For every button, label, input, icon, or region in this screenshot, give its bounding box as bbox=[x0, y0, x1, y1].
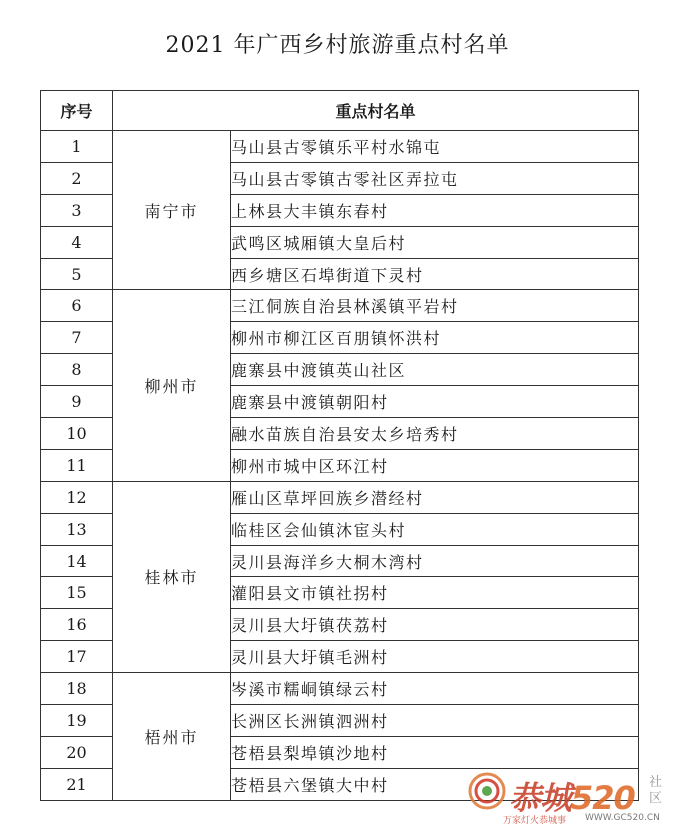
village-name: 三江侗族自治县林溪镇平岩村 bbox=[231, 290, 639, 322]
row-serial-number: 15 bbox=[41, 577, 113, 609]
row-serial-number: 12 bbox=[41, 481, 113, 513]
village-name: 融水苗族自治县安太乡培秀村 bbox=[231, 418, 639, 450]
watermark-url: WWW.GC520.CN bbox=[585, 813, 660, 823]
table-row bbox=[41, 290, 639, 322]
row-serial-number: 13 bbox=[41, 513, 113, 545]
row-serial-number: 17 bbox=[41, 641, 113, 673]
document-title: 2021 年广西乡村旅游重点村名单 bbox=[165, 33, 510, 58]
table-row bbox=[41, 481, 639, 513]
village-name: 上林县大丰镇东春村 bbox=[231, 194, 639, 226]
village-name: 武鸣区城厢镇大皇后村 bbox=[231, 226, 639, 258]
row-serial-number: 11 bbox=[41, 449, 113, 481]
row-serial-number: 19 bbox=[41, 705, 113, 737]
village-name: 临桂区会仙镇沐宦头村 bbox=[231, 513, 639, 545]
row-serial-number: 2 bbox=[41, 162, 113, 194]
row-serial-number: 4 bbox=[41, 226, 113, 258]
village-name: 苍梧县梨埠镇沙地村 bbox=[231, 736, 639, 768]
row-serial-number: 16 bbox=[41, 609, 113, 641]
village-name: 灵川县海洋乡大桐木湾村 bbox=[231, 545, 639, 577]
site-watermark bbox=[467, 767, 667, 831]
row-serial-number: 21 bbox=[41, 768, 113, 800]
village-name: 鹿寨县中渡镇英山社区 bbox=[231, 354, 639, 386]
watermark-slogan: 万家灯火恭城事 bbox=[503, 816, 567, 826]
city-cell: 桂林市 bbox=[113, 481, 231, 672]
village-name: 马山县古零镇乐平村水锦屯 bbox=[231, 131, 639, 163]
city-cell: 柳州市 bbox=[113, 290, 231, 481]
village-name: 柳州市城中区环江村 bbox=[231, 449, 639, 481]
table-body bbox=[41, 131, 639, 801]
village-name: 灵川县大圩镇茯荔村 bbox=[231, 609, 639, 641]
village-name: 苍梧县六堡镇大中村 bbox=[231, 768, 639, 800]
row-serial-number: 6 bbox=[41, 290, 113, 322]
row-serial-number: 9 bbox=[41, 386, 113, 418]
village-name: 长洲区长洲镇泗洲村 bbox=[231, 705, 639, 737]
row-serial-number: 20 bbox=[41, 736, 113, 768]
table-row bbox=[41, 673, 639, 705]
row-serial-number: 5 bbox=[41, 258, 113, 290]
village-name: 灵川县大圩镇毛洲村 bbox=[231, 641, 639, 673]
city-cell: 梧州市 bbox=[113, 673, 231, 801]
header-serial: 序号 bbox=[41, 91, 113, 131]
city-cell: 南宁市 bbox=[113, 131, 231, 290]
village-name: 鹿寨县中渡镇朝阳村 bbox=[231, 386, 639, 418]
row-serial-number: 18 bbox=[41, 673, 113, 705]
watermark-side-text: 社区 bbox=[649, 775, 663, 806]
table-header-row bbox=[41, 91, 639, 131]
village-name: 雁山区草坪回族乡潜经村 bbox=[231, 481, 639, 513]
row-serial-number: 1 bbox=[41, 131, 113, 163]
village-name: 西乡塘区石埠街道下灵村 bbox=[231, 258, 639, 290]
watermark-brand-text: 恭城 bbox=[509, 779, 572, 817]
row-serial-number: 3 bbox=[41, 194, 113, 226]
row-serial-number: 14 bbox=[41, 545, 113, 577]
header-village-list: 重点村名单 bbox=[113, 91, 639, 131]
table-row bbox=[41, 131, 639, 163]
row-serial-number: 10 bbox=[41, 418, 113, 450]
row-serial-number: 8 bbox=[41, 354, 113, 386]
watermark-brand-number: 520 bbox=[571, 779, 635, 817]
village-name: 马山县古零镇古零社区弄拉屯 bbox=[231, 162, 639, 194]
row-serial-number: 7 bbox=[41, 322, 113, 354]
village-name: 柳州市柳江区百朋镇怀洪村 bbox=[231, 322, 639, 354]
village-list-table bbox=[40, 90, 639, 801]
site-logo-icon bbox=[467, 771, 507, 811]
village-name: 岑溪市糯峒镇绿云村 bbox=[231, 673, 639, 705]
village-name: 灌阳县文市镇社拐村 bbox=[231, 577, 639, 609]
